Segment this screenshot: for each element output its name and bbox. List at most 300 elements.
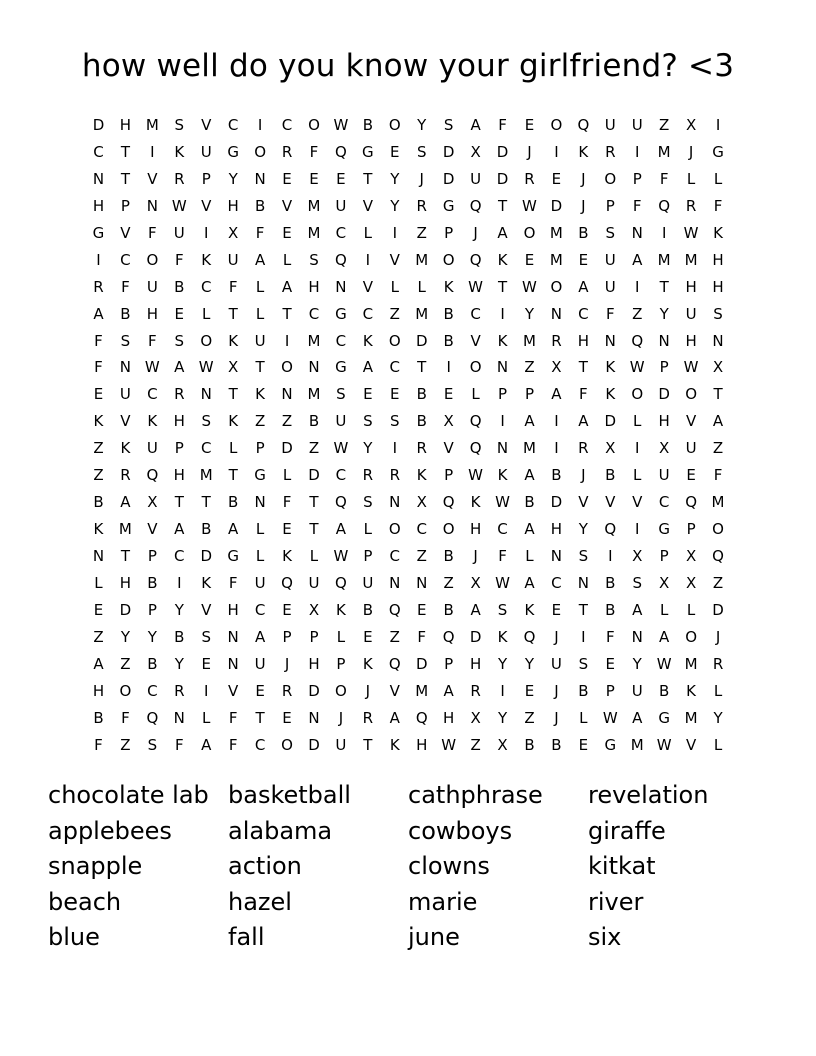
grid-letter: F xyxy=(605,304,615,323)
grid-row xyxy=(85,678,735,705)
grid-letter: R xyxy=(281,142,293,161)
grid-letter: S xyxy=(363,412,373,431)
grid-letter: G xyxy=(227,547,239,565)
grid-letter: M xyxy=(684,654,698,673)
grid-letter: X xyxy=(497,735,508,754)
grid-letter: L xyxy=(471,385,480,404)
grid-letter: X xyxy=(659,439,670,458)
grid-letter: S xyxy=(713,304,723,323)
grid-letter: A xyxy=(632,708,643,727)
grid-letter: M xyxy=(549,223,563,242)
grid-letter: P xyxy=(686,520,696,539)
grid-letter: I xyxy=(284,331,290,350)
grid-letter: W xyxy=(656,654,672,673)
grid-letter: Y xyxy=(174,654,184,673)
grid-letter: M xyxy=(630,735,644,754)
grid-letter: W xyxy=(468,466,484,485)
grid-letter: K xyxy=(335,600,346,619)
grid-letter: J xyxy=(473,547,478,565)
grid-letter: K xyxy=(201,573,212,592)
grid-letter: C xyxy=(227,116,239,134)
grid-letter: L xyxy=(336,627,346,646)
grid-letter: K xyxy=(228,331,239,350)
grid-letter: T xyxy=(363,735,373,754)
grid-letter: K xyxy=(497,466,508,485)
grid-letter: I xyxy=(177,573,182,592)
grid-letter: L xyxy=(713,681,723,700)
grid-letter: V xyxy=(201,116,212,134)
grid-letter: P xyxy=(605,681,615,700)
grid-letter: C xyxy=(389,547,401,565)
grid-letter: B xyxy=(120,304,131,323)
grid-letter: H xyxy=(712,277,724,296)
grid-letter: G xyxy=(658,520,670,539)
grid-letter: H xyxy=(469,520,482,539)
word-list-item: hazel xyxy=(228,887,292,916)
grid-letter: Y xyxy=(147,627,157,646)
grid-letter: O xyxy=(254,142,266,161)
grid-letter: E xyxy=(201,654,211,673)
grid-letter: P xyxy=(605,196,615,215)
grid-row xyxy=(85,732,735,759)
grid-letter: R xyxy=(281,681,293,700)
grid-letter: P xyxy=(147,600,157,619)
grid-letter: I xyxy=(96,250,101,269)
grid-letter: A xyxy=(578,277,589,296)
grid-letter: X xyxy=(685,116,697,134)
grid-letter: R xyxy=(416,439,427,458)
grid-letter: X xyxy=(470,708,481,727)
grid-letter: N xyxy=(281,385,293,404)
grid-letter: O xyxy=(281,358,293,377)
grid-letter: C xyxy=(470,304,481,323)
grid-letter: Z xyxy=(470,735,481,754)
grid-letter: I xyxy=(257,116,263,134)
grid-row xyxy=(85,705,735,732)
grid-row xyxy=(85,462,735,489)
grid-letter: O xyxy=(523,223,536,242)
grid-letter: T xyxy=(282,304,292,323)
grid-letter: B xyxy=(254,196,266,215)
grid-letter: W xyxy=(144,358,160,377)
grid-letter: A xyxy=(174,520,185,539)
grid-letter: V xyxy=(120,412,131,431)
word-list-item: action xyxy=(228,852,302,880)
grid-letter: Q xyxy=(523,627,536,646)
grid-letter: N xyxy=(254,493,266,512)
grid-letter: F xyxy=(713,196,723,215)
word-list-item: snapple xyxy=(48,852,143,880)
grid-letter: H xyxy=(469,654,482,673)
grid-letter: S xyxy=(363,493,373,512)
grid-letter: X xyxy=(470,573,481,592)
grid-letter: O xyxy=(335,681,347,700)
grid-letter: V xyxy=(147,169,158,188)
grid-letter: T xyxy=(497,277,508,296)
grid-letter: X xyxy=(443,412,454,431)
grid-letter: O xyxy=(146,250,159,269)
grid-letter: D xyxy=(415,654,428,673)
grid-letter: U xyxy=(254,573,266,592)
grid-letter: Q xyxy=(335,573,347,592)
grid-letter: Q xyxy=(388,600,401,619)
grid-letter: J xyxy=(419,169,424,188)
grid-letter: V xyxy=(201,600,212,619)
grid-letter: B xyxy=(416,385,427,404)
grid-letter: M xyxy=(307,331,321,350)
grid-letter: U xyxy=(335,412,347,431)
grid-letter: E xyxy=(390,385,400,404)
grid-letter: Q xyxy=(577,116,590,134)
grid-letter: G xyxy=(658,708,670,727)
grid-letter: D xyxy=(308,735,320,754)
grid-letter: Q xyxy=(658,196,671,215)
grid-letter: R xyxy=(551,331,562,350)
grid-letter: N xyxy=(631,223,643,242)
grid-row xyxy=(85,247,735,274)
letter-grid xyxy=(85,112,735,759)
grid-letter: O xyxy=(631,385,644,404)
grid-letter: B xyxy=(578,223,589,242)
grid-letter: N xyxy=(577,573,589,592)
grid-letter: R xyxy=(120,466,131,485)
grid-letter: B xyxy=(578,681,589,700)
grid-letter: L xyxy=(686,169,696,188)
grid-letter: K xyxy=(524,600,535,619)
grid-letter: O xyxy=(442,520,455,539)
grid-letter: A xyxy=(497,223,508,242)
grid-letter: L xyxy=(363,223,373,242)
grid-letter: K xyxy=(174,142,185,161)
grid-letter: O xyxy=(200,331,213,350)
grid-letter: Y xyxy=(524,654,535,673)
grid-letter: U xyxy=(254,654,266,673)
grid-letter: A xyxy=(228,520,239,539)
grid-letter: L xyxy=(282,466,292,485)
grid-letter: N xyxy=(496,439,509,458)
grid-letter: F xyxy=(605,627,615,646)
word-list-item: chocolate lab xyxy=(48,781,209,809)
grid-letter: Q xyxy=(388,654,401,673)
grid-letter: N xyxy=(92,547,105,565)
grid-letter: N xyxy=(550,304,563,323)
grid-letter: T xyxy=(120,169,130,188)
grid-letter: C xyxy=(335,331,347,350)
grid-letter: F xyxy=(174,250,184,269)
grid-letter: O xyxy=(388,520,401,539)
grid-letter: F xyxy=(228,708,238,727)
grid-letter: S xyxy=(201,627,211,646)
grid-letter: H xyxy=(119,573,132,592)
grid-letter: N xyxy=(119,358,132,377)
grid-letter: A xyxy=(524,520,535,539)
grid-letter: K xyxy=(362,331,373,350)
grid-letter: F xyxy=(121,708,130,727)
grid-letter: E xyxy=(551,600,562,619)
grid-letter: Y xyxy=(659,304,669,323)
grid-letter: G xyxy=(362,142,374,161)
grid-letter: M xyxy=(307,385,321,404)
grid-letter: Z xyxy=(93,439,104,458)
grid-letter: J xyxy=(688,142,694,161)
grid-letter: L xyxy=(659,600,669,619)
grid-letter: F xyxy=(255,223,265,242)
grid-letter: R xyxy=(174,169,185,188)
grid-letter: C xyxy=(147,681,158,700)
grid-letter: J xyxy=(554,708,559,727)
grid-letter: Z xyxy=(254,412,266,431)
word-list-item: june xyxy=(408,923,460,951)
grid-letter: Z xyxy=(712,439,724,458)
grid-letter: E xyxy=(390,142,400,161)
grid-letter: Y xyxy=(497,654,508,673)
grid-letter: B xyxy=(443,600,454,619)
grid-letter: X xyxy=(685,547,697,565)
grid-letter: Y xyxy=(578,520,588,539)
grid-letter: J xyxy=(365,681,371,700)
grid-letter: T xyxy=(309,520,319,539)
grid-letter: C xyxy=(416,520,427,539)
grid-letter: W xyxy=(683,358,699,377)
grid-letter: Y xyxy=(632,654,642,673)
grid-letter: J xyxy=(715,627,721,646)
grid-letter: M xyxy=(415,304,429,323)
grid-letter: U xyxy=(362,573,374,592)
grid-row xyxy=(85,193,735,220)
grid-letter: B xyxy=(524,735,535,754)
grid-letter: M xyxy=(549,250,563,269)
grid-letter: F xyxy=(94,331,103,350)
grid-row xyxy=(85,408,735,435)
grid-letter: T xyxy=(578,600,588,619)
grid-letter: K xyxy=(282,547,292,565)
grid-letter: D xyxy=(550,196,563,215)
grid-letter: O xyxy=(388,116,401,134)
grid-letter: V xyxy=(362,196,373,215)
grid-letter: P xyxy=(147,547,157,565)
grid-letter: K xyxy=(470,493,481,512)
grid-letter: C xyxy=(93,142,104,161)
grid-letter: H xyxy=(416,735,428,754)
word-list-item: cathphrase xyxy=(408,781,543,809)
grid-letter: K xyxy=(147,412,158,431)
grid-letter: X xyxy=(147,493,158,512)
grid-letter: L xyxy=(94,573,103,592)
grid-letter: T xyxy=(497,196,508,215)
grid-letter: K xyxy=(389,735,400,754)
grid-letter: A xyxy=(470,116,481,134)
grid-letter: N xyxy=(227,654,239,673)
grid-letter: E xyxy=(93,600,104,619)
word-list-item: blue xyxy=(48,923,100,951)
grid-letter: O xyxy=(550,277,563,296)
grid-letter: F xyxy=(94,735,103,754)
grid-letter: N xyxy=(550,547,563,565)
grid-letter: I xyxy=(150,142,155,161)
grid-row xyxy=(85,381,735,408)
grid-letter: P xyxy=(174,439,184,458)
grid-letter: I xyxy=(392,223,397,242)
grid-letter: Z xyxy=(120,654,131,673)
grid-row xyxy=(85,516,735,543)
grid-letter: J xyxy=(527,142,532,161)
grid-letter: F xyxy=(417,627,427,646)
grid-letter: C xyxy=(120,250,131,269)
grid-letter: A xyxy=(93,654,104,673)
grid-letter: G xyxy=(335,304,347,323)
word-list-item: clowns xyxy=(408,852,490,880)
grid-letter: L xyxy=(633,412,642,431)
grid-letter: P xyxy=(444,466,454,485)
grid-letter: U xyxy=(604,277,616,296)
grid-letter: F xyxy=(228,573,238,592)
grid-letter: S xyxy=(309,250,319,269)
grid-letter: B xyxy=(362,116,373,134)
grid-letter: A xyxy=(281,277,293,296)
grid-letter: R xyxy=(578,439,589,458)
grid-letter: I xyxy=(392,439,397,458)
grid-row xyxy=(85,570,735,597)
grid-letter: N xyxy=(658,331,670,350)
grid-letter: A xyxy=(93,304,104,323)
grid-letter: P xyxy=(363,547,373,565)
word-list-item: revelation xyxy=(588,781,709,809)
grid-letter: Q xyxy=(335,142,347,161)
grid-letter: F xyxy=(659,169,669,188)
grid-letter: N xyxy=(308,358,320,377)
grid-letter: S xyxy=(174,331,185,350)
grid-letter: B xyxy=(443,331,454,350)
grid-letter: U xyxy=(658,466,670,485)
grid-letter: E xyxy=(282,600,292,619)
grid-letter: M xyxy=(522,331,536,350)
grid-letter: Y xyxy=(390,196,400,215)
grid-letter: A xyxy=(712,412,724,431)
grid-letter: N xyxy=(389,493,401,512)
grid-letter: M xyxy=(307,223,321,242)
grid-letter: D xyxy=(442,169,455,188)
grid-letter: D xyxy=(308,466,320,485)
grid-letter: M xyxy=(522,439,536,458)
grid-letter: J xyxy=(554,681,559,700)
grid-letter: D xyxy=(308,681,320,700)
grid-letter: I xyxy=(635,520,640,539)
grid-letter: H xyxy=(92,681,105,700)
grid-letter: N xyxy=(200,385,212,404)
grid-letter: H xyxy=(685,277,697,296)
grid-letter: I xyxy=(635,439,640,458)
grid-letter: B xyxy=(443,304,454,323)
grid-letter: H xyxy=(308,654,320,673)
grid-letter: T xyxy=(174,493,184,512)
grid-letter: J xyxy=(581,196,586,215)
grid-letter: E xyxy=(524,116,535,134)
grid-row xyxy=(85,274,735,301)
grid-letter: X xyxy=(551,358,562,377)
grid-letter: S xyxy=(578,654,589,673)
grid-letter: I xyxy=(581,627,586,646)
grid-letter: E xyxy=(416,600,427,619)
grid-letter: W xyxy=(198,358,214,377)
grid-letter: S xyxy=(390,412,400,431)
grid-letter: K xyxy=(120,439,131,458)
grid-letter: L xyxy=(282,250,292,269)
grid-letter: A xyxy=(632,250,643,269)
grid-letter: P xyxy=(444,223,454,242)
grid-letter: P xyxy=(524,385,534,404)
grid-letter: E xyxy=(443,385,454,404)
grid-letter: T xyxy=(255,708,265,727)
grid-letter: Z xyxy=(416,547,427,565)
grid-letter: T xyxy=(363,169,373,188)
grid-letter: E xyxy=(524,681,535,700)
grid-letter: D xyxy=(415,331,428,350)
grid-letter: W xyxy=(333,116,349,134)
word-list-item: river xyxy=(588,887,644,916)
grid-letter: M xyxy=(415,681,429,700)
grid-letter: K xyxy=(362,654,373,673)
grid-letter: L xyxy=(417,277,426,296)
grid-letter: B xyxy=(308,412,320,431)
word-list xyxy=(48,778,768,956)
grid-letter: V xyxy=(389,681,400,700)
grid-letter: Q xyxy=(469,412,482,431)
grid-letter: K xyxy=(497,250,508,269)
grid-letter: R xyxy=(685,196,697,215)
page-title: how well do you know your girlfriend? <3 xyxy=(81,48,735,84)
grid-letter: X xyxy=(659,573,670,592)
grid-letter: U xyxy=(631,681,643,700)
grid-letter: K xyxy=(578,142,589,161)
grid-letter: A xyxy=(174,358,185,377)
grid-letter: Q xyxy=(469,196,482,215)
grid-letter: B xyxy=(174,627,185,646)
grid-letter: T xyxy=(578,358,588,377)
grid-letter: W xyxy=(441,735,457,754)
grid-letter: K xyxy=(93,520,104,539)
grid-letter: P xyxy=(336,654,346,673)
grid-letter: Y xyxy=(524,304,535,323)
grid-letter: O xyxy=(119,681,132,700)
grid-letter: H xyxy=(443,708,455,727)
grid-letter: Q xyxy=(442,493,455,512)
grid-letter: I xyxy=(204,681,209,700)
grid-letter: L xyxy=(255,547,265,565)
grid-letter: M xyxy=(118,520,132,539)
grid-letter: Z xyxy=(712,573,724,592)
grid-letter: D xyxy=(119,600,132,619)
grid-letter: I xyxy=(608,547,613,565)
grid-letter: A xyxy=(632,600,643,619)
grid-letter: Z xyxy=(308,439,320,458)
grid-letter: C xyxy=(551,573,562,592)
grid-letter: M xyxy=(415,250,429,269)
grid-letter: X xyxy=(470,142,481,161)
word-list-item: fall xyxy=(228,923,265,951)
grid-letter: A xyxy=(201,735,212,754)
grid-letter: G xyxy=(712,142,724,161)
grid-letter: E xyxy=(282,520,292,539)
grid-letter: H xyxy=(173,466,185,485)
grid-letter: Z xyxy=(524,358,535,377)
grid-letter: K xyxy=(605,358,616,377)
grid-letter: L xyxy=(390,277,399,296)
grid-letter: S xyxy=(443,116,454,134)
grid-letter: F xyxy=(94,358,103,377)
grid-letter: V xyxy=(362,277,373,296)
grid-letter: N xyxy=(173,708,185,727)
grid-letter: A xyxy=(389,708,400,727)
